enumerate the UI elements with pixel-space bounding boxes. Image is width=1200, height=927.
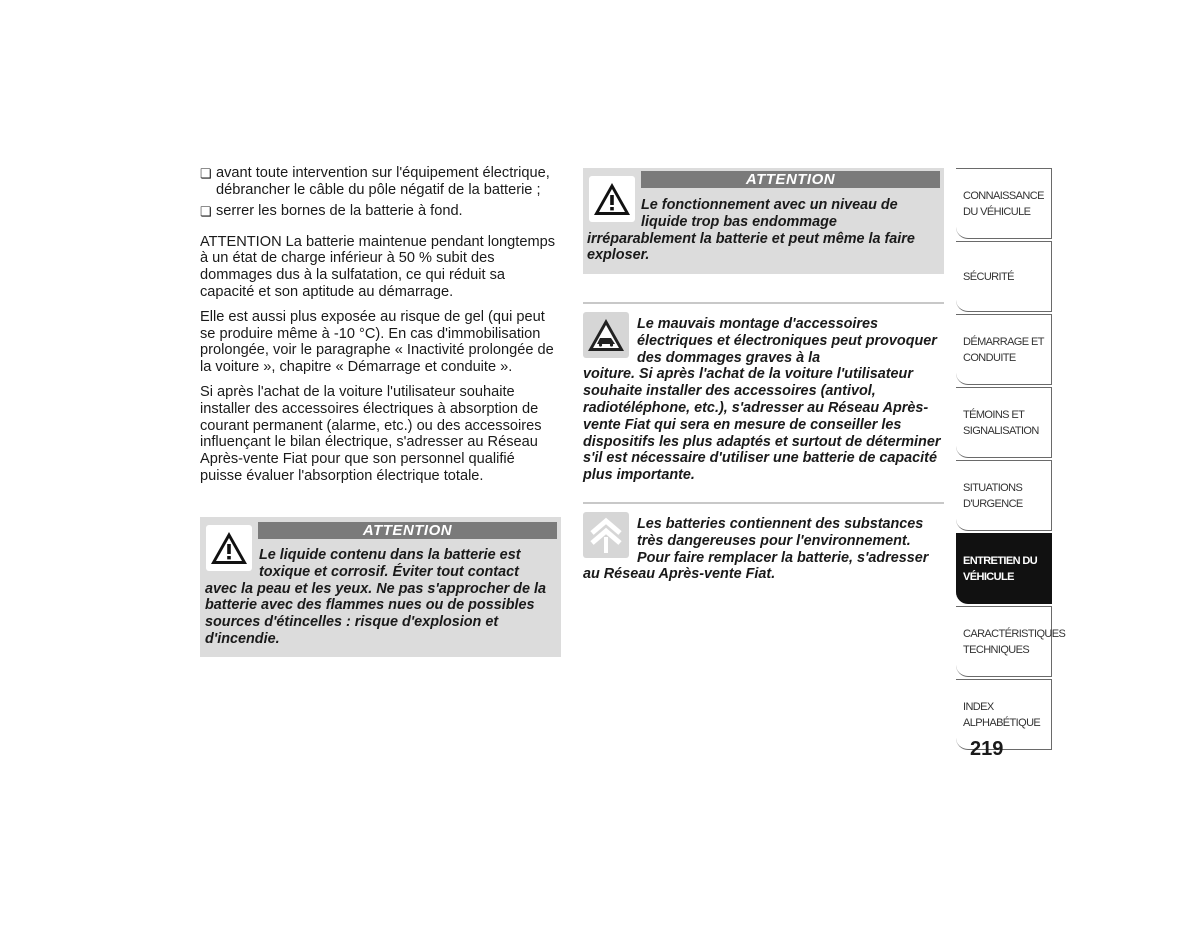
warning-text-body: irréparablement la batterie et peut même la faire exploser.	[587, 230, 915, 264]
chapter-tabs	[956, 168, 1066, 752]
paragraph: Si après l'achat de la voiture l'utilisateur souhaite installer des accessoires électriques à absorption de courant permanent (alarme, etc.) ou des accessoires influençant le bilan électrique, s'adresser au Réseau Après-vente Fiat pour que son personnel qualifié puisse évaluer l'absorption électrique totale.	[200, 383, 542, 484]
tab-connaissance-vehicule[interactable]	[956, 168, 1052, 239]
tab-label: SITUATIONS D'URGENCE	[963, 481, 1023, 510]
note-text-lead: Les batteries contiennent des substances très dangereuses pour l'environnement. Pour faire remplacer la batterie, s'adresser	[637, 516, 929, 566]
tab-label: SÉCURITÉ	[963, 270, 1014, 283]
note-text	[583, 316, 944, 484]
checkbox-bullet-icon: ❏	[200, 203, 212, 219]
warning-title: ATTENTION	[258, 522, 557, 539]
tab-securite[interactable]	[956, 241, 1052, 312]
tab-entretien-vehicule[interactable]	[956, 533, 1052, 604]
warning-text-lead: Le fonctionnement avec un niveau de liquide trop bas endommage	[641, 197, 898, 230]
list-item	[200, 203, 558, 220]
warning-box-low-level	[583, 168, 944, 274]
warning-text-body: avec la peau et les yeux. Ne pas s'approcher de la batterie avec des flammes nues ou de possibles sources d'étincelles : risque d'explosion et d'incendie.	[205, 580, 546, 647]
note-text	[583, 516, 944, 583]
page-number: 219	[970, 738, 1004, 760]
tab-label: DÉMARRAGE ET CONDUITE	[963, 335, 1044, 364]
list-item-text: serrer les bornes de la batterie à fond.	[216, 202, 463, 219]
tab-label: TÉMOINS ET SIGNALISATION	[963, 408, 1039, 437]
note-text-body: voiture. Si après l'achat de la voiture l'utilisateur souhaite installer des accessoires (antivol, radiotéléphone, etc.), s'adresser au Réseau Après-vente Fiat qui sera en mesure de conseiller les dispositifs les plus adaptés et surtout de déterminer s'il est nécessaire d'utiliser une batterie de capacité plus importante.	[583, 366, 941, 484]
note-text-lead: Le mauvais montage d'accessoires électriques et électroniques peut provoquer des dommages graves à la	[637, 316, 937, 366]
list-item	[200, 165, 558, 199]
tab-temoins-signalisation[interactable]	[956, 387, 1052, 458]
tab-caracteristiques-techniques[interactable]	[956, 606, 1066, 677]
tab-situations-urgence[interactable]	[956, 460, 1052, 531]
note-environment	[583, 502, 944, 594]
tab-label: INDEX ALPHABÉTIQUE	[963, 700, 1041, 729]
warning-text-lead: Le liquide contenu dans la batterie est toxique et corrosif. Éviter tout contact	[259, 547, 521, 580]
note-text-body: au Réseau Après-vente Fiat.	[583, 566, 776, 583]
paragraph: ATTENTION La batterie maintenue pendant longtemps à un état de charge inférieur à 50 % subit des dommages dus à la sulfatation, ce qui réduit sa capacité et son aptitude au démarrage.	[200, 233, 556, 300]
note-car-accessories	[583, 302, 944, 494]
warning-text	[205, 547, 555, 648]
tab-label: CONNAISSANCE DU VÉHICULE	[963, 189, 1044, 218]
tab-label: CARACTÉRISTIQUES TECHNIQUES	[963, 627, 1066, 656]
tab-demarrage-conduite[interactable]	[956, 314, 1052, 385]
warning-box-battery-liquid	[200, 517, 561, 657]
checkbox-bullet-icon: ❏	[200, 166, 212, 181]
left-column	[200, 165, 558, 493]
tab-label: ENTRETIEN DU VÉHICULE	[963, 554, 1038, 583]
paragraph: Elle est aussi plus exposée au risque de gel (qui peut se produire même à -10 °C). En cas d'immobilisation prolongée, voir le paragraphe « Inactivité prolongée de la voiture », chapitre « Démarrage et conduite ».	[200, 308, 554, 376]
warning-text	[587, 197, 939, 264]
list-item-text: avant toute intervention sur l'équipement électrique, débrancher le câble du pôle négatif de la batterie ;	[216, 165, 550, 198]
warning-title: ATTENTION	[641, 171, 940, 188]
